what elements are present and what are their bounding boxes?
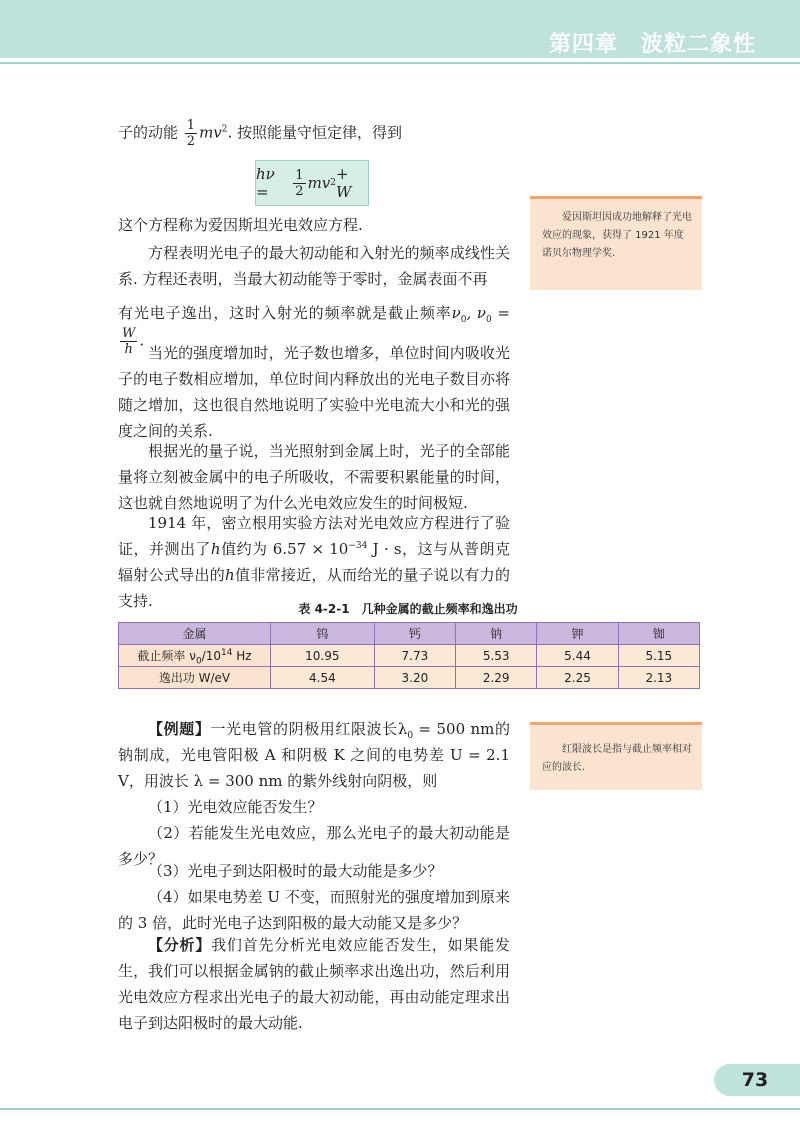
page-number: 73 <box>741 1069 769 1091</box>
sidenote-red-limit: 红限波长是指与截止频率相对应的波长. <box>530 722 702 790</box>
table-row <box>119 645 700 667</box>
paragraph-quantum: 根据光的量子说，当光照射到金属上时，光子的全部能量将立刻被金属中的电子所吸收，不需要积累能量的时间，这也就自然地说明了为什么光电效应发生的时间极短. <box>118 442 510 512</box>
example-analysis: 【分析】我们首先分析光电效应能否发生，如果能发生，我们可以根据金属钠的截止频率求出逸出功，然后利用光电效应方程求出光电子的最大初动能，再由动能定理求出电子到达阳极时的最大动能. <box>118 936 510 1032</box>
metals-table <box>118 622 700 689</box>
table-cell: 5.44 <box>537 645 618 667</box>
table-header-cell: 钙 <box>374 623 455 645</box>
table-cell: 3.20 <box>374 667 455 689</box>
paragraph-linear: 方程表明光电子的最大初动能和入射光的频率成线性关系. 方程还表明，当最大初动能等于零时，金属表面不再 <box>118 244 510 288</box>
table-cell: 5.15 <box>618 645 699 667</box>
table-cell: 7.73 <box>374 645 455 667</box>
table-row <box>119 667 700 689</box>
paragraph-millikan: 1914 年，密立根用实验方法对光电效应方程进行了验证，并测出了h值约为 $6.57 \times 10^{-34}$ J · s，这与从普朗克辐射公式导出的h值非常接近，从而给光的量子说以有力的支持. <box>118 514 510 610</box>
example-question-3: （3）光电子到达阳极时的最大动能是多少？ <box>148 862 443 880</box>
sidenote-einstein-nobel: 爱因斯坦因成功地解释了光电效应的现象，获得了 1921 年度诺贝尔物理学奖. <box>530 196 702 290</box>
cutoff-frequency-line: 有光电子逸出，这时入射光的频率就是截止频率$\nu_0$, $\nu_0$ = $\frac{W}{h}$ . <box>118 304 510 357</box>
paragraph-einstein: 这个方程称为爱因斯坦光电效应方程. <box>118 216 363 234</box>
table-cell: 4.54 <box>271 667 375 689</box>
table-cell: 10.95 <box>271 645 375 667</box>
example-problem: 【例题】一光电管的阴极用红限波长$\lambda_0 = 500$ nm的钠制成，光电管阳极 A 和阴极 K 之间的电势差 U = 2.1 V，用波长 λ = 300 nm 的紫外线射向阴极，则 <box>118 720 510 790</box>
table-header-cell: 钨 <box>271 623 375 645</box>
example-question-2: （2）若能发生光电效应，那么光电子的最大初动能是多少？ <box>118 824 510 868</box>
example-question-1: （1）光电效应能否发生？ <box>148 798 323 816</box>
table-cell: 2.13 <box>618 667 699 689</box>
bottom-rule <box>0 1108 800 1110</box>
example-question-4: （4）如果电势差 U 不变，而照射光的强度增加到原来的 3 倍，此时光电子达到阳极的最大动能又是多少？ <box>118 888 510 932</box>
table-header-cell: 铷 <box>618 623 699 645</box>
table-header-row <box>119 623 700 645</box>
half-fraction: $\frac{1}{2}$ <box>186 118 196 149</box>
table-caption: 表 4-2-1 几种金属的截止频率和逸出功 <box>298 602 518 616</box>
table-header-cell: 钠 <box>456 623 537 645</box>
kinetic-energy-line: 子的动能 $\frac{1}{2}$ $mv^2$. 按照能量守恒定律，得到 <box>118 118 403 149</box>
w-over-h-fraction: $\frac{W}{h}$ <box>122 326 136 357</box>
row-label-work-function: 逸出功 W/eV <box>119 667 271 689</box>
header-rule <box>0 62 800 64</box>
einstein-equation-box: hν = $\frac{1}{2}$ mv 2 + W <box>255 160 369 206</box>
row-label-cutoff-frequency: 截止频率 $\nu_0/10^{14}$ Hz <box>119 645 271 667</box>
table-header-cell: 金属 <box>119 623 271 645</box>
chapter-title: 第四章 波粒二象性 <box>548 32 756 57</box>
table-cell: 5.53 <box>456 645 537 667</box>
table-cell: 2.29 <box>456 667 537 689</box>
table-cell: 2.25 <box>537 667 618 689</box>
paragraph-intensity: 当光的强度增加时，光子数也增多，单位时间内吸收光子的电子数相应增加，单位时间内释放出的光电子数目亦将随之增加，这也很自然地说明了实验中光电流大小和光的强度之间的关系. <box>118 344 510 440</box>
table-header-cell: 钾 <box>537 623 618 645</box>
